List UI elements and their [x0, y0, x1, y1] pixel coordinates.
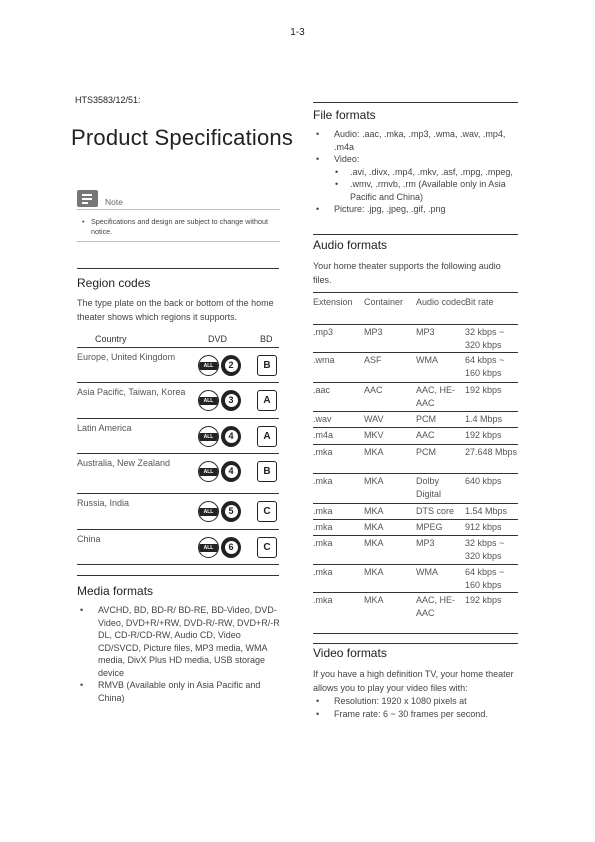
dvd-region-code: 4: [225, 430, 238, 443]
video-item: • Frame rate: 6 ~ 30 frames per second.: [313, 708, 518, 721]
bd-region-icon: [257, 537, 277, 558]
file-heading: File formats: [313, 108, 376, 122]
bd-region-code: B: [263, 360, 271, 371]
audio-cell: .mka: [313, 522, 333, 532]
audio-cell: 192 kbps: [465, 595, 502, 605]
audio-cell: DTS core: [416, 506, 455, 516]
region-row: [77, 530, 279, 565]
video-intro: If you have a high definition TV, your home theater allows you to play your video files with:: [313, 669, 514, 693]
file-list: [313, 128, 518, 216]
note-icon: [77, 190, 98, 207]
region-row: [77, 348, 279, 383]
dvd-region-icon: [221, 501, 241, 522]
audio-cell: AAC, HE-AAC: [416, 595, 456, 618]
video-list: [313, 695, 518, 720]
region-row: [77, 494, 279, 530]
region-table: [77, 333, 279, 565]
note-box: [77, 190, 280, 242]
audio-cell: 32 kbps ~ 320 kbps: [465, 538, 505, 561]
bd-region-icon: [257, 426, 277, 447]
video-item: • Resolution: 1920 x 1080 pixels at: [313, 695, 518, 708]
header-country: Country: [95, 334, 127, 344]
disc-band-label: ALL: [199, 468, 218, 476]
video-heading: Video formats: [313, 646, 387, 660]
dvd-region-code: 4: [225, 465, 238, 478]
region-country: Russia, India: [77, 498, 130, 508]
audio-table-row: [313, 520, 518, 536]
audio-cell: .wav: [313, 414, 332, 424]
region-table-header: [77, 333, 279, 348]
audio-table-row: [313, 536, 518, 565]
file-audio: • Audio: .aac, .mka, .mp3, .wma, .wav, .mp4, .m4a: [313, 128, 518, 153]
audio-table-row: [313, 593, 518, 634]
dvd-all-region-icon: [198, 390, 219, 411]
audio-table-row: [313, 565, 518, 593]
page-number: 1-3: [290, 27, 305, 38]
audio-cell: .mp3: [313, 327, 334, 337]
audio-cell: ASF: [364, 355, 382, 365]
model-number: HTS3583/12/51:: [75, 95, 141, 105]
header-bd: BD: [260, 334, 273, 344]
file-picture: • Picture: .jpg, .jpeg, .gif, .png: [313, 203, 518, 216]
audio-intro: Your home theater supports the following audio files.: [313, 261, 501, 285]
dvd-all-region-icon: [198, 426, 219, 447]
bd-region-code: A: [263, 395, 271, 406]
dvd-region-code: 3: [225, 394, 238, 407]
dvd-region-icon: [221, 355, 241, 376]
media-item: • AVCHD, BD, BD-R/ BD-RE, BD-Video, DVD-Video, DVD+R/+RW, DVD-R/-RW, DVD+R/-R DL, CD-R/CD-RW, Audio CD, Video CD/SVCD, Picture files, MP3 media, WMA media, DivX Plus HD media, USB storage device: [77, 604, 282, 679]
audio-cell: MP3: [416, 327, 435, 337]
audio-rule: [313, 234, 518, 235]
bd-region-code: B: [263, 466, 271, 477]
audio-cell: 1.54 Mbps: [465, 506, 508, 516]
audio-heading: Audio formats: [313, 238, 388, 252]
bd-region-icon: [257, 355, 277, 376]
bd-region-icon: [257, 390, 277, 411]
audio-cell: .m4a: [313, 430, 334, 440]
audio-cell: .mka: [313, 538, 333, 548]
audio-cell: 912 kbps: [465, 522, 502, 532]
dvd-all-region-icon: [198, 355, 219, 376]
audio-cell: WAV: [364, 414, 384, 424]
audio-header-cell: Container: [364, 297, 404, 307]
note-text: • Specifications and design are subject to change without notice.: [77, 217, 280, 237]
audio-cell: .mka: [313, 476, 333, 486]
region-country: Latin America: [77, 423, 132, 433]
file-video-item: • .avi, .divx, .mp4, .mkv, .asf, .mpg, .mpeg,: [313, 166, 518, 179]
audio-table-row: [313, 428, 518, 445]
disc-band-label: ALL: [199, 544, 218, 552]
audio-cell: 64 kbps ~ 160 kbps: [465, 355, 505, 378]
audio-table-row: [313, 325, 518, 353]
audio-cell: 32 kbps ~ 320 kbps: [465, 327, 505, 350]
media-item: • RMVB (Available only in Asia Pacific and China): [77, 679, 282, 704]
dvd-region-icon: [221, 461, 241, 482]
dvd-region-icon: [221, 426, 241, 447]
media-list: [77, 604, 282, 704]
audio-cell: MKA: [364, 522, 384, 532]
region-row: [77, 383, 279, 419]
bd-region-code: A: [263, 431, 271, 442]
audio-cell: 27.648 Mbps: [465, 447, 518, 457]
audio-table-row: [313, 445, 518, 474]
audio-cell: MKA: [364, 447, 384, 457]
audio-cell: .mka: [313, 447, 333, 457]
audio-cell: MKA: [364, 476, 384, 486]
audio-cell: MKA: [364, 567, 384, 577]
region-row: [77, 454, 279, 494]
dvd-all-region-icon: [198, 461, 219, 482]
header-dvd: DVD: [208, 334, 228, 344]
disc-band-label: ALL: [199, 362, 218, 370]
file-rule: [313, 102, 518, 103]
dvd-region-code: 6: [225, 541, 238, 554]
audio-cell: PCM: [416, 447, 436, 457]
dvd-region-icon: [221, 390, 241, 411]
audio-table: [313, 295, 518, 634]
region-country: China: [77, 534, 101, 544]
dvd-region-icon: [221, 537, 241, 558]
file-video-item: • .wmv, .rmvb, .rm (Available only in Asia Pacific and China): [313, 178, 518, 203]
media-rule: [77, 575, 279, 576]
audio-cell: .mka: [313, 595, 333, 605]
region-heading: Region codes: [77, 276, 151, 290]
audio-header-cell: Bit rate: [465, 297, 494, 307]
audio-cell: 640 kbps: [465, 476, 502, 486]
audio-table-row: [313, 474, 518, 504]
disc-band-label: ALL: [199, 433, 218, 441]
audio-cell: 64 kbps ~ 160 kbps: [465, 567, 505, 590]
audio-header-cell: Extension: [313, 297, 353, 307]
audio-cell: .mka: [313, 506, 333, 516]
audio-cell: AAC, HE-AAC: [416, 385, 456, 408]
audio-table-row: [313, 353, 518, 383]
audio-table-top-rule: [313, 292, 518, 293]
audio-cell: 1.4 Mbps: [465, 414, 503, 424]
region-row: [77, 419, 279, 454]
audio-cell: AAC: [364, 385, 383, 395]
audio-cell: MKA: [364, 506, 384, 516]
audio-table-row: [313, 412, 518, 428]
disc-band-label: ALL: [199, 508, 218, 516]
file-video: • Video:: [313, 153, 518, 166]
region-intro: The type plate on the back or bottom of the home theater shows which regions it supports.: [77, 298, 274, 322]
audio-cell: MPEG: [416, 522, 443, 532]
page-title: Product Specifications: [71, 125, 294, 150]
audio-cell: WMA: [416, 567, 438, 577]
region-country: Australia, New Zealand: [77, 458, 171, 468]
bd-region-code: C: [263, 506, 271, 517]
audio-cell: .mka: [313, 567, 333, 577]
dvd-all-region-icon: [198, 537, 219, 558]
audio-cell: Dolby Digital: [416, 476, 442, 499]
dvd-region-code: 5: [225, 505, 238, 518]
audio-cell: MKA: [364, 595, 384, 605]
dvd-region-code: 2: [225, 359, 238, 372]
region-country: Europe, United Kingdom: [77, 352, 176, 362]
note-label: Note: [105, 197, 123, 207]
audio-cell: MKV: [364, 430, 384, 440]
audio-table-row: [313, 383, 518, 412]
audio-cell: MP3: [416, 538, 435, 548]
audio-table-header: [313, 295, 518, 325]
dvd-all-region-icon: [198, 501, 219, 522]
audio-header-cell: Audio codec: [416, 297, 466, 307]
audio-cell: WMA: [416, 355, 438, 365]
region-country: Asia Pacific, Taiwan, Korea: [77, 387, 186, 397]
audio-cell: .wma: [313, 355, 335, 365]
audio-table-row: [313, 504, 518, 520]
bd-region-icon: [257, 501, 277, 522]
audio-cell: MP3: [364, 327, 383, 337]
audio-cell: MKA: [364, 538, 384, 548]
disc-band-label: ALL: [199, 397, 218, 405]
audio-cell: 192 kbps: [465, 430, 502, 440]
region-rule: [77, 268, 279, 269]
bd-region-code: C: [263, 542, 271, 553]
audio-cell: AAC: [416, 430, 435, 440]
bd-region-icon: [257, 461, 277, 482]
audio-cell: 192 kbps: [465, 385, 502, 395]
audio-cell: .aac: [313, 385, 331, 395]
audio-cell: PCM: [416, 414, 436, 424]
media-heading: Media formats: [77, 584, 154, 598]
video-rule: [313, 643, 518, 644]
